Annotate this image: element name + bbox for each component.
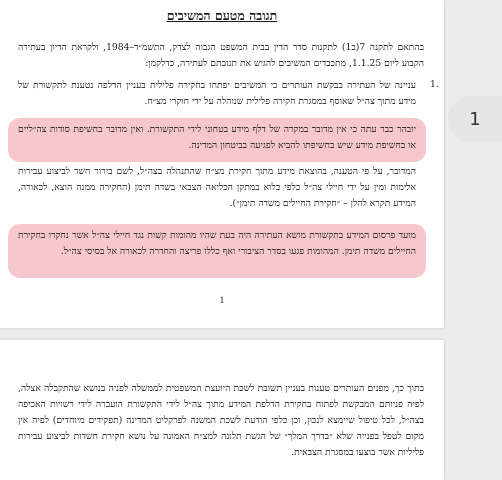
page-number: 1 [219, 296, 225, 305]
document-page-2 [0, 340, 444, 480]
page-indicator-badge[interactable]: 1 [448, 96, 502, 142]
highlighted-paragraph-1: יובהר כבר עתה כי אין מדובר במקרה של דלף מידע בטחוני לידי התקשורת. ואין מדובר בחשיפת סודות צה״ליים או בחשיפת מידע שיש בחשיפתו להביא לפגיעה בביטחון המדינה. [18, 124, 416, 151]
intro-paragraph: בהתאם לתקנה 7(ב1) לתקנות סדר הדין בבית המשפט הגבוה לצדק, התשמ״ד–1984, ולקראת הדיון בעתירה הקבוע ליום 1.1.25, מתכבדים המשיבים להגיש את תגובתם לעתירה, כדלקמן: [18, 42, 425, 69]
body-paragraph: המדובר, על פי הטענה, בהוצאת מידע מתוך חקירת מצ״ח שהתנהלה בצה״ל, לשם בירור חשד לביצוע עבירות אלימות ומין על ידי חיילי צה״ל כלפי כלוא במתקן הכליאה הצבאי בשדה תימן (החקירה ממנה הוצא, לכאורה, המידע תקרא להלן – ״חקירת החיילים משדה תימן״). [18, 166, 416, 209]
item-1-paragraph: עניינה של העתירה בבקשת העותרים כי המשיבים יפתחו בחקירה פלילית בעניין הדלפה נטענת לתקשורת של מידע מתוך צה״ל שאוסף במסגרת חקירה פלילית שנוהלה על ידי חוקרי מצ״ח. [18, 80, 416, 107]
page-2-paragraph: בתוך כך, מפנים העותרים טענות בעניין תשובת לשכת היועצת המשפטית לממשלה לפניה בנושא שהתקבלה אצלה, לפיה פניותם המבקשת לפתוח בחקירת הדלפת המידע מתוך צה״ל לידי התקשורת הועברה לידי רשויות האכיפה בצה״ל, לכל טיפול שיימצא לנכון, וכן כלפי הודעת לשכת המשנה לפרקליט המדינה (תפקידים מיוחדים) לפיה אין מקום לטפל בפנייה שלא ״בדרך המלך״ של הגשת תלונה למצ״ח האמונה על נושא חקירת חשדות לביצוע עבירות פליליות אשר בוצעו במסגרת הצבאית. [18, 383, 424, 458]
highlighted-paragraph-2: מועד פרסום המידע בתקשורת מושא העתירה היה בעת שהיו מהומות קשות נגד חיילי צה״ל אשר נחקרו בחקירת החיילים משדה תימן. המהומות פגעו בסדר הציבורי ואף כללו פריצה והחדרה לכאורה אל בסיסי צה״ל. [18, 230, 416, 257]
document-title: תגובה מטעם המשיבים [166, 8, 278, 23]
item-number: 1. [430, 79, 439, 90]
